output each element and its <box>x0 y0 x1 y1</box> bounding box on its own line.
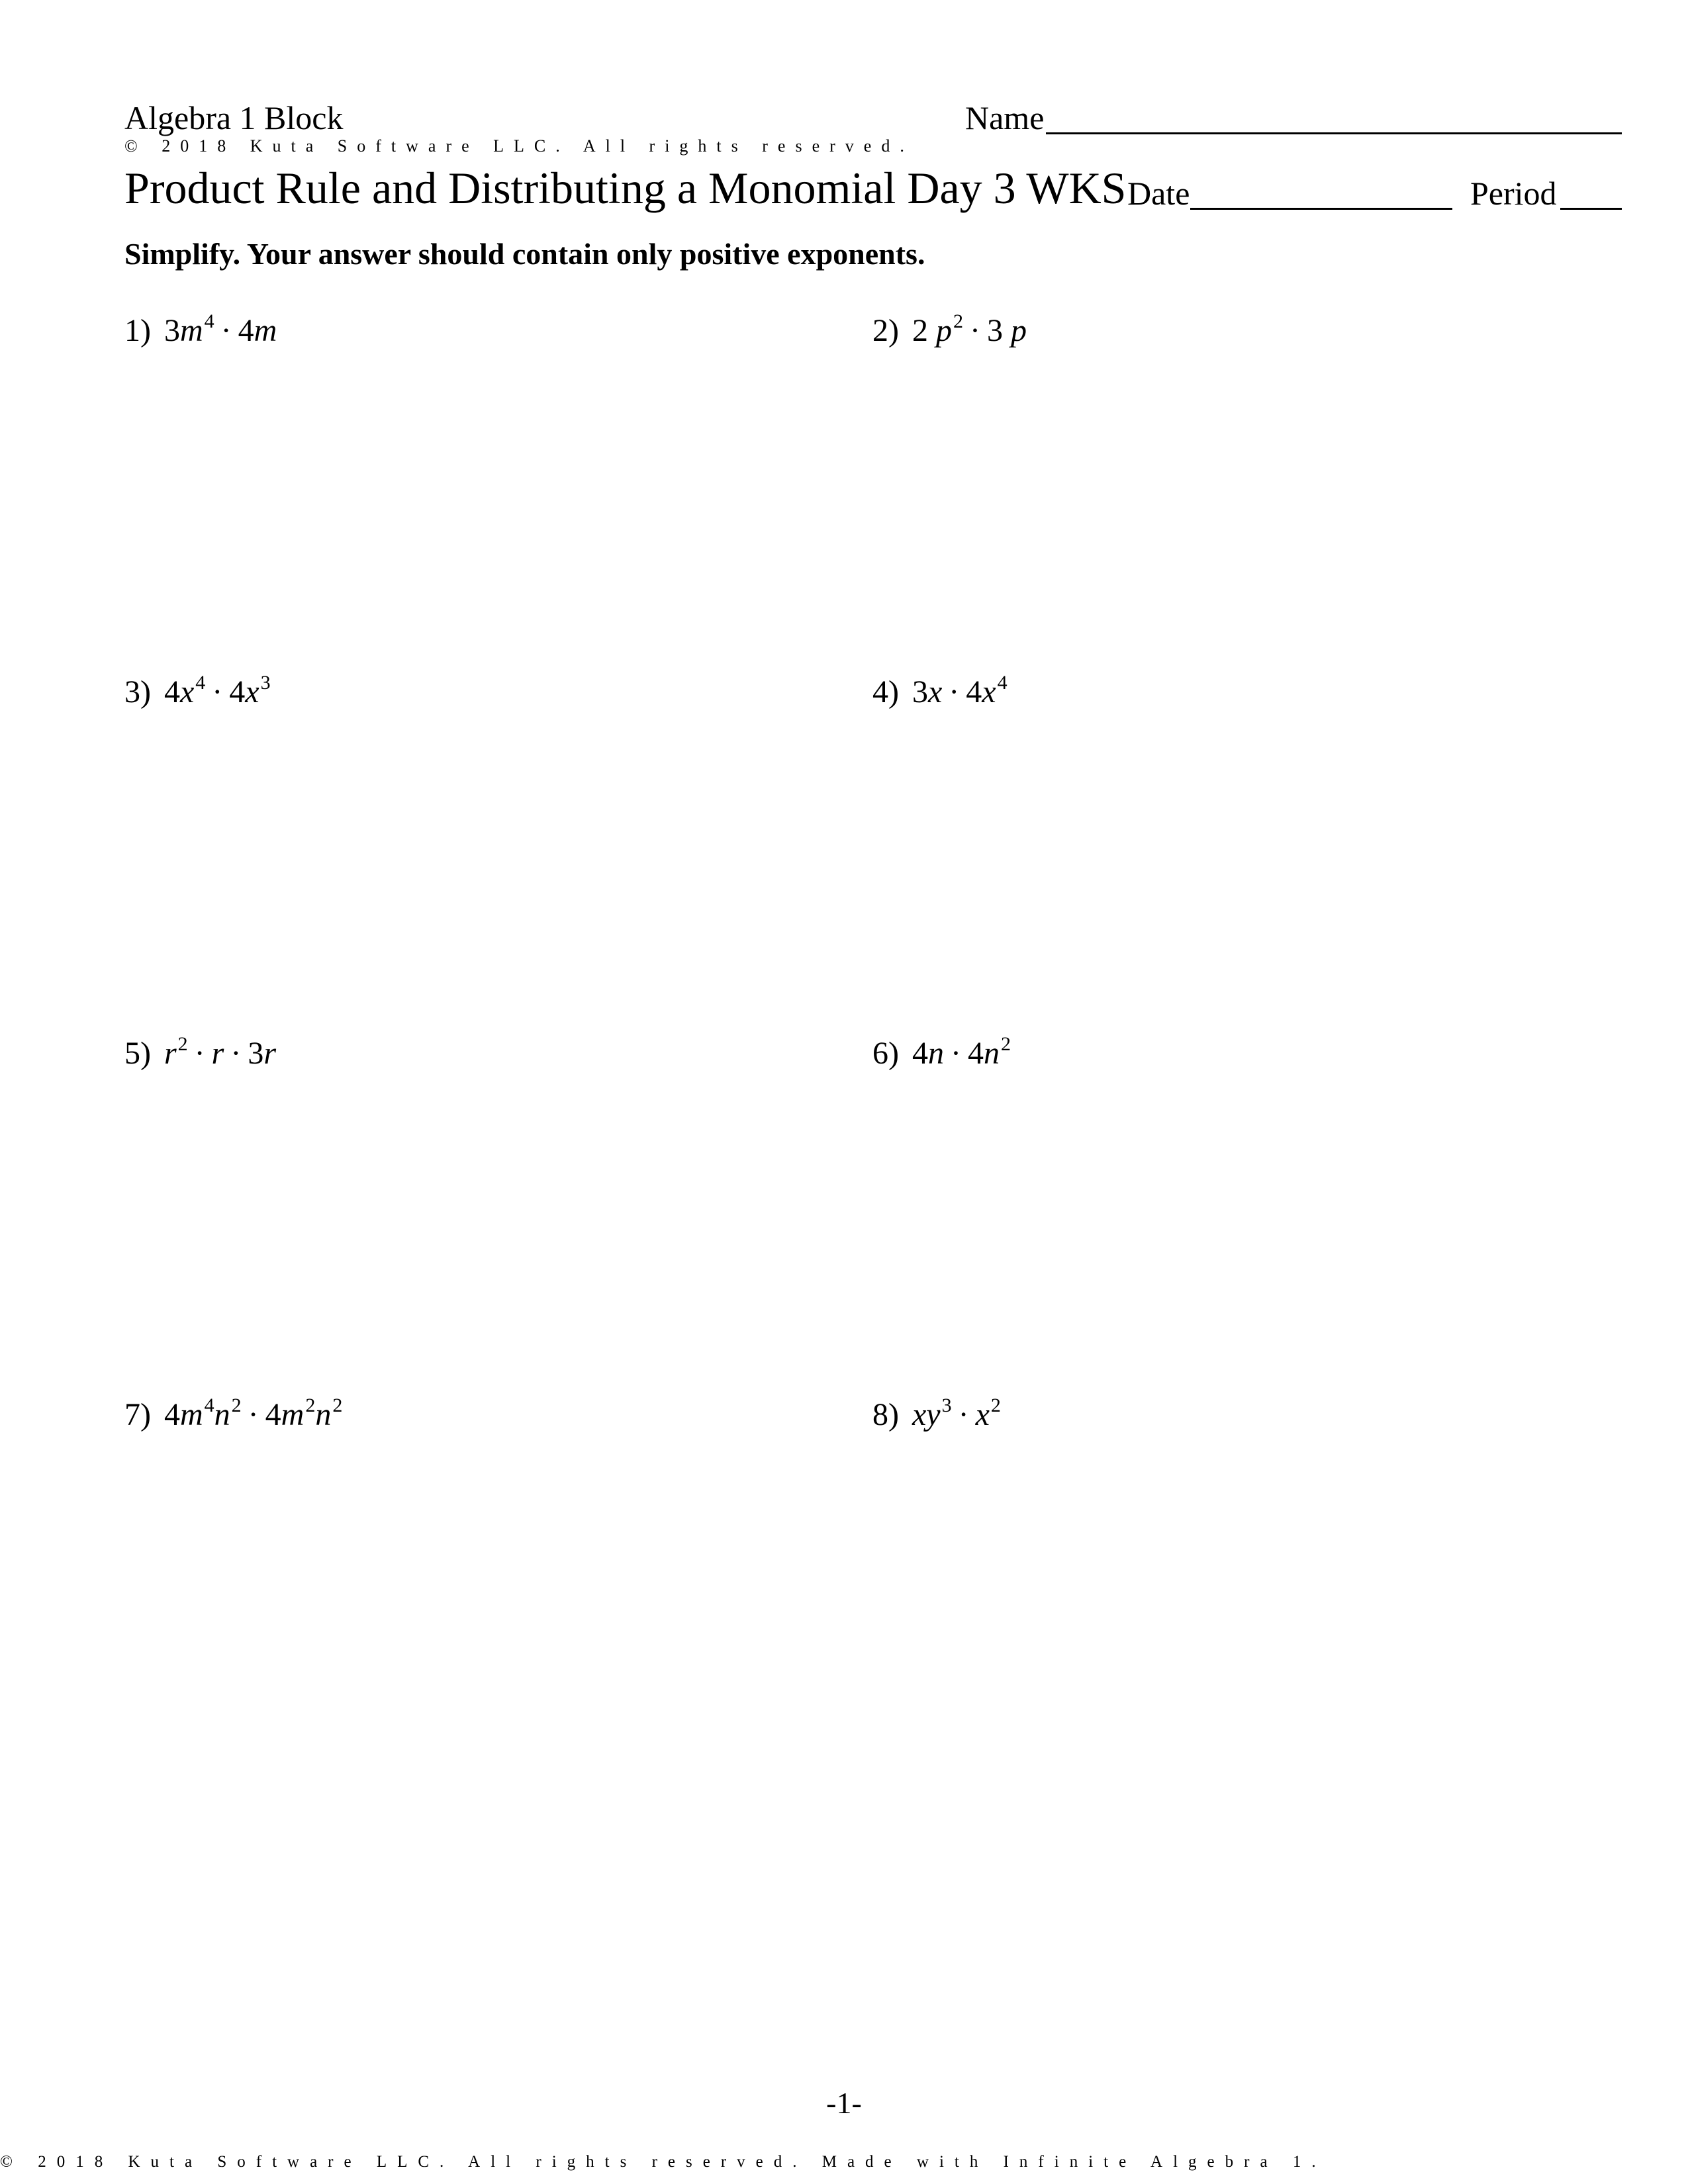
date-label: Date <box>1127 175 1190 212</box>
date-field-line[interactable] <box>1190 208 1452 210</box>
coefficient: 4 <box>966 674 982 709</box>
problem-1 <box>124 311 277 355</box>
variable: r <box>211 1036 224 1071</box>
worksheet-title: Product Rule and Distributing a Monomial Day 3 WKS <box>124 163 1127 213</box>
exponent: 4 <box>204 310 214 332</box>
problem-number: 6) <box>872 1036 899 1071</box>
variable: r <box>164 1036 177 1071</box>
course-title: Algebra 1 Block <box>124 99 344 136</box>
name-label: Name <box>965 99 1045 136</box>
variable: n <box>214 1397 230 1432</box>
coefficient: 3 <box>912 674 928 709</box>
coefficient: 4 <box>229 674 246 709</box>
coefficient: 4 <box>164 674 180 709</box>
variable: m <box>254 313 277 348</box>
exponent: 3 <box>260 672 271 694</box>
copyright-notice-top: © 2018 Kuta Software LLC. All rights reserved. <box>124 136 914 156</box>
coefficient: 3 <box>248 1036 264 1071</box>
problem-4 <box>872 672 1008 716</box>
problem-number: 7) <box>124 1397 151 1432</box>
variable: n <box>315 1397 332 1432</box>
coefficient: 4 <box>967 1036 984 1071</box>
coefficient: 3 <box>164 313 180 348</box>
variable: r <box>263 1036 277 1071</box>
coefficient: 3 <box>986 313 1003 348</box>
problem-number: 8) <box>872 1397 899 1432</box>
exponent: 4 <box>997 672 1008 694</box>
exponent: 2 <box>990 1394 1001 1416</box>
variable: x <box>179 674 195 709</box>
multiply-dot: · <box>949 674 960 709</box>
exponent: 2 <box>177 1033 188 1055</box>
problem-number: 2) <box>872 313 899 348</box>
problem-8 <box>872 1395 1001 1439</box>
variable: n <box>927 1036 944 1071</box>
exponent: 2 <box>953 310 963 332</box>
multiply-dot: · <box>230 1036 242 1071</box>
exponent: 2 <box>1000 1033 1011 1055</box>
variable: n <box>983 1036 1000 1071</box>
problem-6 <box>872 1034 1011 1077</box>
exponent: 2 <box>231 1394 242 1416</box>
coefficient: 4 <box>164 1397 180 1432</box>
period-field-line[interactable] <box>1560 208 1622 210</box>
exponent: 2 <box>332 1394 343 1416</box>
multiply-dot: · <box>950 1036 961 1071</box>
multiply-dot: · <box>958 1397 969 1432</box>
variable: m <box>179 313 203 348</box>
instructions: Simplify. Your answer should contain only positive exponents. <box>124 237 925 271</box>
coefficient: 4 <box>265 1397 281 1432</box>
problem-number: 1) <box>124 313 151 348</box>
variable: x <box>912 1397 927 1432</box>
variable: y <box>926 1397 941 1432</box>
exponent: 4 <box>204 1394 214 1416</box>
problem-3 <box>124 672 271 716</box>
coefficient: 4 <box>912 1036 928 1071</box>
variable: p <box>935 313 952 348</box>
multiply-dot: · <box>248 1397 259 1432</box>
problem-2 <box>872 311 1027 355</box>
exponent: 4 <box>195 672 206 694</box>
problem-number: 5) <box>124 1036 151 1071</box>
variable: m <box>281 1397 305 1432</box>
problem-7 <box>124 1395 342 1439</box>
variable: m <box>179 1397 203 1432</box>
variable: x <box>245 674 259 709</box>
exponent: 3 <box>941 1394 952 1416</box>
exponent: 2 <box>305 1394 316 1416</box>
problem-5 <box>124 1034 276 1077</box>
multiply-dot: · <box>220 313 232 348</box>
page-number: -1- <box>826 2086 862 2120</box>
problem-number: 4) <box>872 674 899 709</box>
variable: p <box>1010 313 1027 348</box>
multiply-dot: · <box>212 674 223 709</box>
copyright-notice-bottom: © 2018 Kuta Software LLC. All rights reserved. Made with Infinite Algebra 1. <box>0 2153 1327 2171</box>
name-field-line[interactable] <box>1046 132 1622 134</box>
variable: x <box>982 674 996 709</box>
multiply-dot: · <box>194 1036 205 1071</box>
variable: x <box>975 1397 990 1432</box>
problem-number: 3) <box>124 674 151 709</box>
multiply-dot: · <box>969 313 980 348</box>
coefficient: 4 <box>238 313 254 348</box>
variable: x <box>927 674 943 709</box>
period-label: Period <box>1470 175 1557 212</box>
coefficient: 2 <box>912 313 928 348</box>
